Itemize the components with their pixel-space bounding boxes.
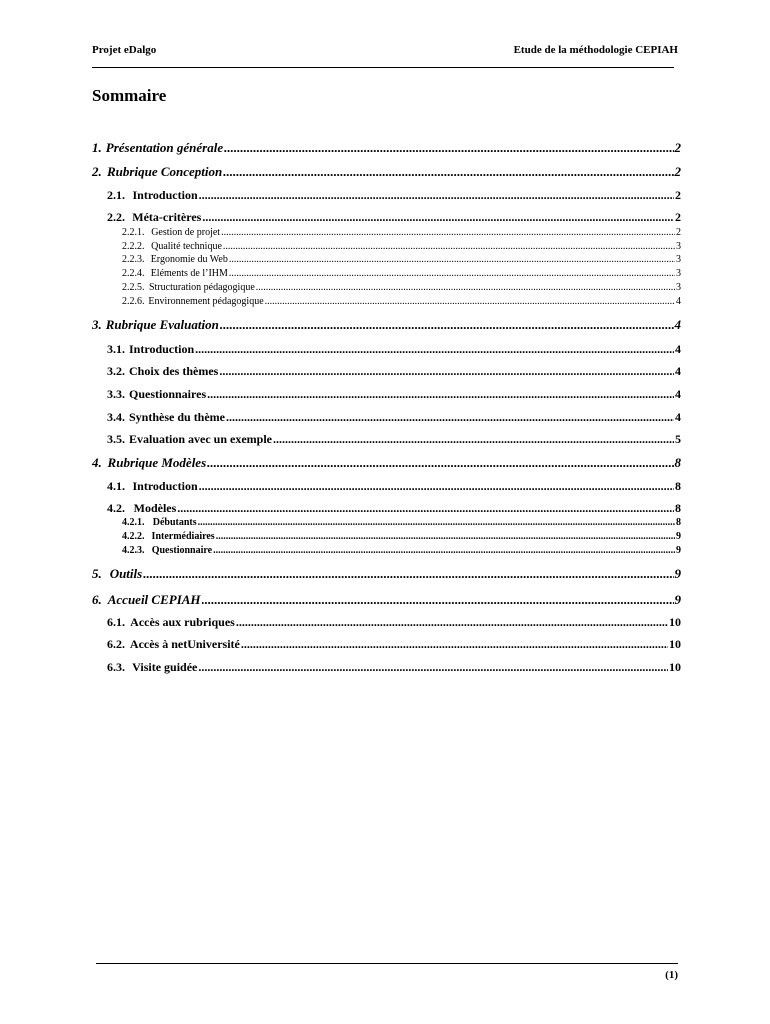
- toc-entry[interactable]: [92, 164, 681, 180]
- toc-entry[interactable]: [122, 531, 681, 542]
- toc-entry[interactable]: [92, 140, 681, 156]
- toc-entry[interactable]: [122, 296, 681, 307]
- toc-leader-dots: [198, 660, 668, 675]
- toc-entry-page: 2: [675, 188, 681, 202]
- toc-entry-page: 8: [676, 517, 681, 528]
- toc-entry-label: Débutants: [152, 517, 197, 528]
- toc-entry-label: Accès aux rubriques: [130, 615, 235, 629]
- toc-entry-label: Rubrique Evaluation: [105, 317, 219, 332]
- toc-leader-dots: [213, 545, 675, 556]
- toc-entry-label: Questionnaires: [129, 387, 207, 401]
- toc-leader-dots: [229, 268, 675, 279]
- toc-entry-label: Environnement pédagogique: [148, 296, 264, 307]
- toc-entry-label: Ergonomie du Web: [150, 254, 228, 265]
- toc-entry-number: 5.: [92, 566, 102, 581]
- toc-leader-dots: [273, 432, 674, 447]
- toc-entry[interactable]: [107, 342, 681, 357]
- toc-entry-page: 4: [676, 296, 681, 307]
- toc-entry-page: 3: [676, 254, 681, 265]
- toc-leader-dots: [241, 637, 668, 652]
- toc-entry-page: 9: [676, 531, 681, 542]
- toc-entry-page: 9: [674, 592, 681, 607]
- toc-entry[interactable]: [107, 501, 681, 516]
- toc-entry-label: Questionnaire: [151, 545, 213, 556]
- toc-entry-page: 9: [676, 545, 681, 556]
- toc-entry-page: 4: [675, 364, 681, 378]
- toc-entry-label: Rubrique Conception: [107, 164, 223, 179]
- toc-entry-page: 2: [675, 210, 681, 224]
- toc-entry[interactable]: [122, 268, 681, 279]
- page-title: Sommaire: [92, 86, 167, 105]
- toc-entry[interactable]: [107, 637, 681, 652]
- toc-entry-number: 4.2.: [107, 501, 125, 515]
- toc-leader-dots: [224, 140, 673, 156]
- toc-entry-label: Rubrique Modèles: [107, 455, 207, 470]
- toc-entry[interactable]: [107, 660, 681, 675]
- toc-entry-page: 10: [669, 637, 681, 651]
- toc-entry[interactable]: [122, 254, 681, 265]
- toc-leader-dots: [219, 364, 674, 379]
- toc-entry-number: 3.1.: [107, 342, 125, 356]
- toc-entry[interactable]: [122, 545, 681, 556]
- toc-entry[interactable]: [92, 592, 681, 608]
- toc-leader-dots: [199, 479, 674, 494]
- toc-entry[interactable]: [107, 210, 681, 225]
- toc-entry-number: 4.1.: [107, 479, 125, 493]
- toc-leader-dots: [207, 387, 674, 402]
- toc-entry-page: 10: [669, 615, 681, 629]
- toc-entry-page: 8: [674, 455, 681, 470]
- toc-leader-dots: [216, 531, 675, 542]
- toc-entry-label: Introduction: [132, 188, 198, 202]
- toc-entry-label: Structuration pédagogique: [148, 282, 255, 293]
- toc-entry-number: 1.: [92, 140, 102, 155]
- toc-leader-dots: [202, 592, 674, 608]
- toc-leader-dots: [195, 342, 674, 357]
- toc-entry-label: Gestion de projet: [151, 227, 221, 238]
- toc-entry[interactable]: [107, 615, 681, 630]
- toc-entry-page: 3: [676, 282, 681, 293]
- toc-entry-number: 4.2.1.: [122, 517, 145, 528]
- toc-entry-number: 3.5.: [107, 432, 125, 446]
- toc-entry-number: 2.: [92, 164, 102, 179]
- toc-entry-page: 10: [669, 660, 681, 674]
- toc-entry-number: 6.: [92, 592, 102, 607]
- toc-entry[interactable]: [92, 455, 681, 471]
- toc-entry[interactable]: [107, 410, 681, 425]
- toc-entry-page: 4: [675, 410, 681, 424]
- toc-entry-number: 3.4.: [107, 410, 125, 424]
- toc-entry-page: 5: [675, 432, 681, 446]
- toc-entry-number: 3.3.: [107, 387, 125, 401]
- toc-entry-label: Eléments de l’IHM: [150, 268, 228, 279]
- toc-entry-number: 2.2.3.: [122, 254, 145, 265]
- toc-entry-number: 2.2.4.: [122, 268, 145, 279]
- toc-leader-dots: [199, 188, 674, 203]
- toc-entry-number: 2.2.: [107, 210, 125, 224]
- toc-leader-dots: [256, 282, 675, 293]
- toc-entry-page: 4: [675, 387, 681, 401]
- toc-entry-page: 2: [676, 227, 681, 238]
- toc-entry-label: Qualité technique: [151, 241, 222, 252]
- toc-leader-dots: [229, 254, 675, 265]
- toc-entry[interactable]: [92, 317, 681, 333]
- toc-entry-page: 4: [674, 317, 681, 332]
- footer-page-number: (1): [665, 969, 678, 981]
- toc-entry-label: Présentation générale: [105, 140, 224, 155]
- toc-entry-number: 2.2.6.: [122, 296, 145, 307]
- toc-entry[interactable]: [107, 432, 681, 447]
- toc-entry-label: Introduction: [129, 342, 195, 356]
- toc-entry-page: 3: [676, 268, 681, 279]
- toc-entry-number: 2.1.: [107, 188, 125, 202]
- toc-leader-dots: [220, 317, 674, 333]
- toc-entry-label: Méta-critères: [132, 210, 202, 224]
- toc-leader-dots: [177, 501, 674, 516]
- footer-rule: [96, 963, 678, 964]
- header-rule: [92, 67, 674, 68]
- toc-entry-number: 2.2.5.: [122, 282, 145, 293]
- header-project-name: Projet eDalgo: [92, 44, 157, 56]
- toc-entry-label: Visite guidée: [132, 660, 198, 674]
- toc-leader-dots: [202, 210, 674, 225]
- toc-leader-dots: [223, 241, 675, 252]
- toc-leader-dots: [207, 455, 673, 471]
- toc-entry[interactable]: [107, 364, 681, 379]
- toc-leader-dots: [265, 296, 675, 307]
- toc-entry-number: 6.2.: [107, 637, 125, 651]
- header-document-title: Etude de la méthodologie CEPIAH: [513, 44, 678, 56]
- toc-entry-number: 4.2.2.: [122, 531, 145, 542]
- toc-entry-number: 4.2.3.: [122, 545, 145, 556]
- toc-entry[interactable]: [122, 282, 681, 293]
- toc-leader-dots: [236, 615, 668, 630]
- toc-entry-label: Modèles: [133, 501, 177, 515]
- toc-leader-dots: [198, 517, 675, 528]
- toc-entry-number: 2.2.2.: [122, 241, 145, 252]
- toc-entry-number: 6.1.: [107, 615, 125, 629]
- toc-entry-label: Accès à netUniversité: [129, 637, 240, 651]
- toc-entry-number: 6.3.: [107, 660, 125, 674]
- toc-entry-label: Introduction: [132, 479, 198, 493]
- toc-entry-label: Evaluation avec un exemple: [129, 432, 272, 446]
- toc-entry[interactable]: [122, 241, 681, 252]
- toc-entry-label: Choix des thèmes: [129, 364, 219, 378]
- toc-entry[interactable]: [92, 566, 681, 582]
- toc-entry[interactable]: [107, 188, 681, 203]
- toc-entry-label: Accueil CEPIAH: [107, 592, 201, 607]
- toc-entry-page: 4: [675, 342, 681, 356]
- toc-entry-page: 2: [674, 140, 681, 155]
- toc-entry-number: 2.2.1.: [122, 227, 145, 238]
- toc-entry[interactable]: [122, 227, 681, 238]
- toc-entry[interactable]: [122, 517, 681, 528]
- toc-entry-page: 3: [676, 241, 681, 252]
- toc-leader-dots: [226, 410, 674, 425]
- toc-entry-number: 3.: [92, 317, 102, 332]
- toc-entry-page: 2: [674, 164, 681, 179]
- toc-entry[interactable]: [107, 387, 681, 402]
- toc-entry-page: 8: [675, 501, 681, 515]
- toc-entry-page: 9: [674, 566, 681, 581]
- toc-entry-label: Intermédiaires: [151, 531, 215, 542]
- toc-entry[interactable]: [107, 479, 681, 494]
- toc-leader-dots: [221, 227, 675, 238]
- toc-entry-label: Outils: [109, 566, 143, 581]
- toc-leader-dots: [143, 566, 673, 582]
- toc-entry-label: Synthèse du thème: [129, 410, 226, 424]
- toc-entry-number: 4.: [92, 455, 102, 470]
- toc-leader-dots: [223, 164, 673, 180]
- toc-entry-page: 8: [675, 479, 681, 493]
- toc-entry-number: 3.2.: [107, 364, 125, 378]
